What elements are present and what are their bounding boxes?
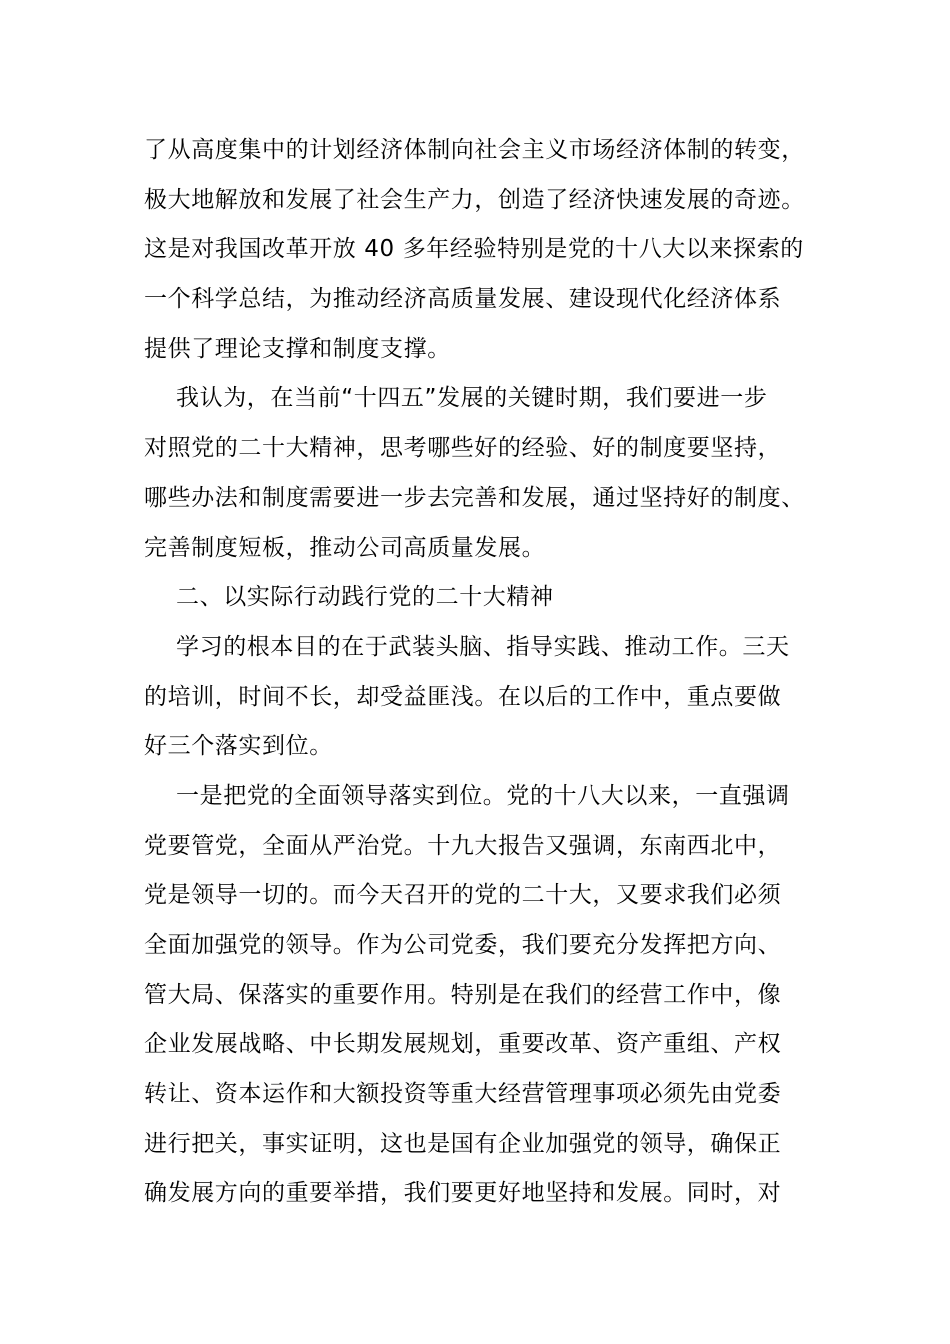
- text-line: 极大地解放和发展了社会生产力，创造了经济快速发展的奇迹。: [144, 186, 805, 213]
- section-heading: 二、以实际行动践行党的二十大精神: [176, 584, 554, 611]
- text-line: 一个科学总结，为推动经济高质量发展、建设现代化经济体系: [144, 286, 782, 313]
- text-line: 了从高度集中的计划经济体制向社会主义市场经济体制的转变，: [144, 137, 805, 163]
- document-body: [144, 126, 814, 1219]
- paragraph-start-line: 我认为，在当前“十四五”发展的关键时期，我们要进一步: [176, 385, 768, 412]
- text-line: 全面加强党的领导。作为公司党委，我们要充分发挥把方向、: [144, 932, 782, 958]
- text-line: 的培训，时间不长，却受益匪浅。在以后的工作中，重点要做: [144, 683, 782, 710]
- text-line: 提供了理论支撑和制度支撑。: [144, 335, 451, 362]
- text-line: 好三个落实到位。: [144, 733, 333, 760]
- paragraph-start-line: 学习的根本目的在于武装头脑、指导实践、推动工作。三天: [176, 633, 790, 660]
- text-line: 企业发展战略、中长期发展规划，重要改革、资产重组、产权: [144, 1031, 782, 1058]
- text-line: 对照党的二十大精神，思考哪些好的经验、好的制度要坚持，: [144, 435, 782, 462]
- text-line: 进行把关，事实证明，这也是国有企业加强党的领导，确保正: [144, 1130, 782, 1157]
- text-line: 哪些办法和制度需要进一步去完善和发展，通过坚持好的制度、: [144, 484, 805, 511]
- text-line: 完善制度短板，推动公司高质量发展。: [144, 534, 546, 561]
- text-line: 管大局、保落实的重要作用。特别是在我们的经营工作中，像: [144, 981, 782, 1008]
- text-line: 转让、资本运作和大额投资等重大经营管理事项必须先由党委: [144, 1081, 782, 1108]
- text-line: 这是对我国改革开放 40 多年经验特别是党的十八大以来探索的: [144, 236, 804, 263]
- paragraph-start-line: 一是把党的全面领导落实到位。党的十八大以来，一直强调: [176, 782, 790, 809]
- text-line: 党是领导一切的。而今天召开的党的二十大，又要求我们必须: [144, 882, 782, 909]
- text-line: 确发展方向的重要举措，我们要更好地坚持和发展。同时，对: [144, 1180, 782, 1207]
- text-line: 党要管党，全面从严治党。十九大报告又强调，东南西北中，: [144, 832, 782, 859]
